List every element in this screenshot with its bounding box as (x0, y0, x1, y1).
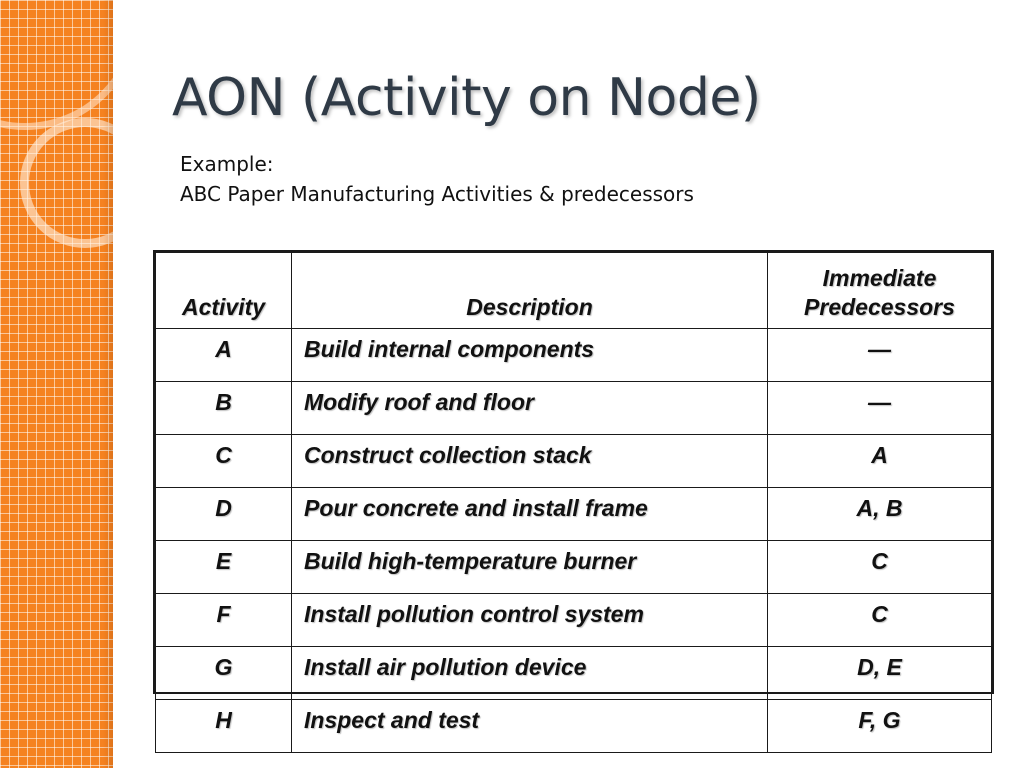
header-immediate-predecessors (768, 253, 992, 329)
cell-predecessors: F, G (768, 700, 992, 753)
table-row (156, 594, 992, 647)
cell-predecessors: A, B (768, 488, 992, 541)
header-description: Description (292, 253, 768, 329)
cell-description: Build high-temperature burner (292, 541, 768, 594)
cell-activity: A (156, 329, 292, 382)
slide-title: AON (Activity on Node) (172, 68, 761, 128)
cell-activity: F (156, 594, 292, 647)
table-row (156, 329, 992, 382)
decorative-ring (0, 0, 113, 130)
decorative-ring (20, 118, 113, 248)
activities-table (155, 252, 992, 753)
cell-description: Install air pollution device (292, 647, 768, 700)
cell-predecessors: C (768, 541, 992, 594)
table-header-row (156, 253, 992, 329)
cell-activity: C (156, 435, 292, 488)
cell-predecessors: A (768, 435, 992, 488)
cell-predecessors: D, E (768, 647, 992, 700)
slide-subtitle (180, 149, 694, 209)
table-row (156, 541, 992, 594)
subtitle-line-description: ABC Paper Manufacturing Activities & predecessors (180, 182, 694, 206)
table-row (156, 488, 992, 541)
cell-description: Install pollution control system (292, 594, 768, 647)
cell-description: Pour concrete and install frame (292, 488, 768, 541)
side-band-shadow (103, 0, 113, 768)
table-row (156, 647, 992, 700)
table-row (156, 382, 992, 435)
cell-activity: H (156, 700, 292, 753)
cell-description: Construct collection stack (292, 435, 768, 488)
cell-activity: G (156, 647, 292, 700)
cell-description: Modify roof and floor (292, 382, 768, 435)
header-activity: Activity (156, 253, 292, 329)
table-row (156, 435, 992, 488)
cell-activity: D (156, 488, 292, 541)
cell-predecessors: — (768, 329, 992, 382)
cell-activity: B (156, 382, 292, 435)
header-predecessors-line1: Immediate (822, 265, 937, 291)
header-predecessors-line2: Predecessors (804, 294, 955, 320)
cell-description: Inspect and test (292, 700, 768, 753)
activities-table-frame (153, 250, 994, 733)
cell-predecessors: — (768, 382, 992, 435)
subtitle-line-example: Example: (180, 152, 274, 176)
cell-description: Build internal components (292, 329, 768, 382)
cell-predecessors: C (768, 594, 992, 647)
cell-activity: E (156, 541, 292, 594)
table-row (156, 700, 992, 753)
decorative-side-band (0, 0, 113, 768)
